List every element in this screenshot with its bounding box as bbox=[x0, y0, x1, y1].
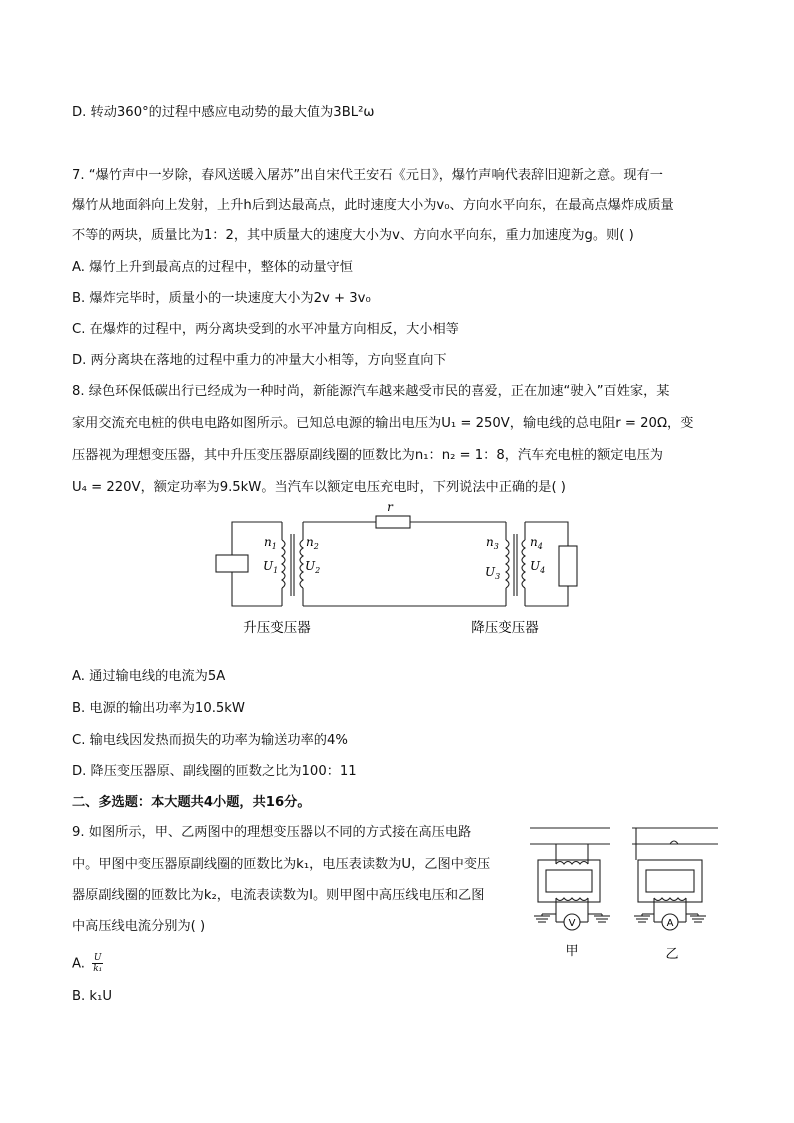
resistor-label: r bbox=[387, 500, 393, 514]
q7-stem-line-1: 7. “爆竹声中一岁除，春风送暖入屠苏”出自宋代王安石《元日》，爆竹声响代表辞旧迎新之意。现有一 bbox=[72, 168, 663, 183]
q8-stem-line-3: 压器视为理想变压器，其中升压变压器原副线圈的匝数比为n₁：n₂ = 1：8，汽车充电桩的额定电压为 bbox=[72, 448, 663, 463]
q8-option-b: B. 电源的输出功率为10.5kW bbox=[72, 701, 245, 716]
q9-option-a-prefix: A. bbox=[72, 956, 85, 972]
q9-option-a-denominator: k₁ bbox=[93, 964, 103, 974]
q8-option-a: A. 通过输电线的电流为5A bbox=[72, 669, 226, 684]
q8-option-c: C. 输电线因发热而损失的功率为输送功率的4% bbox=[72, 733, 348, 748]
q9-option-a-numerator: U bbox=[93, 953, 102, 963]
n3-label: $n_3$ bbox=[486, 535, 499, 551]
n1-label: $n_1$ bbox=[264, 535, 277, 551]
u3-label: $U_3$ bbox=[485, 565, 501, 581]
q9-stem-line-1: 9. 如图所示，甲、乙两图中的理想变压器以不同的方式接在高压电路 bbox=[72, 825, 472, 840]
n4-label: $n_4$ bbox=[530, 535, 543, 551]
u2-label: $U_2$ bbox=[305, 559, 321, 575]
section-2-heading: 二、多选题：本大题共4小题，共16分。 bbox=[72, 795, 311, 810]
q7-option-b: B. 爆炸完毕时，质量小的一块速度大小为2v + 3v₀ bbox=[72, 291, 371, 306]
q8-stem-line-4: U₄ = 220V，额定功率为9.5kW。当汽车以额定电压充电时，下列说法中正确的是( ) bbox=[72, 480, 566, 495]
step-up-transformer-label: 升压变压器 bbox=[243, 620, 311, 636]
q9-option-a bbox=[72, 953, 103, 975]
n2-label: $n_2$ bbox=[306, 535, 319, 551]
voltmeter-label: V bbox=[568, 918, 576, 929]
q9-option-a-fraction bbox=[92, 953, 103, 974]
q9-stem-line-3: 器原副线圈的匝数比为k₂，电流表读数为I。则甲图中高压线电压和乙图 bbox=[72, 888, 485, 903]
q8-stem-line-1: 8. 绿色环保低碳出行已经成为一种时尚，新能源汽车越来越受市民的喜爱，正在加速“驶入”百姓家，某 bbox=[72, 384, 670, 399]
q9-transformer-diagrams bbox=[526, 820, 722, 970]
q6-option-d: D. 转动360°的过程中感应电动势的最大值为3BL²ω bbox=[72, 105, 375, 120]
q7-option-d: D. 两分离块在落地的过程中重力的冲量大小相等，方向竖直向下 bbox=[72, 353, 447, 368]
q9-option-b: B. k₁U bbox=[72, 989, 113, 1004]
q7-option-a: A. 爆竹上升到最高点的过程中，整体的动量守恒 bbox=[72, 260, 353, 275]
q9-stem-line-4: 中高压线电流分别为( ) bbox=[72, 919, 206, 934]
transmission-circuit-diagram bbox=[200, 500, 600, 640]
q8-stem-line-2: 家用交流充电桩的供电电路如图所示。已知总电源的输出电压为U₁ = 250V，输电线的总电阻r = 20Ω，变 bbox=[72, 416, 694, 431]
diagram-jia-label: 甲 bbox=[565, 944, 579, 959]
step-down-transformer-label: 降压变压器 bbox=[471, 620, 539, 636]
u4-label: $U_4$ bbox=[530, 559, 546, 575]
u1-label: $U_1$ bbox=[263, 559, 279, 575]
q7-stem-line-3: 不等的两块，质量比为1：2，其中质量大的速度大小为v、方向水平向东，重力加速度为g。则( ) bbox=[72, 228, 634, 243]
q9-stem-line-2: 中。甲图中变压器原副线圈的匝数比为k₁，电压表读数为U，乙图中变压 bbox=[72, 857, 491, 872]
diagram-yi-label: 乙 bbox=[665, 947, 679, 962]
q7-option-c: C. 在爆炸的过程中，两分离块受到的水平冲量方向相反，大小相等 bbox=[72, 322, 459, 337]
q8-option-d: D. 降压变压器原、副线圈的匝数之比为100：11 bbox=[72, 764, 357, 779]
q7-stem-line-2: 爆竹从地面斜向上发射，上升h后到达最高点，此时速度大小为v₀、方向水平向东，在最高点爆炸成质量 bbox=[72, 198, 674, 213]
ammeter-label: A bbox=[666, 918, 674, 929]
